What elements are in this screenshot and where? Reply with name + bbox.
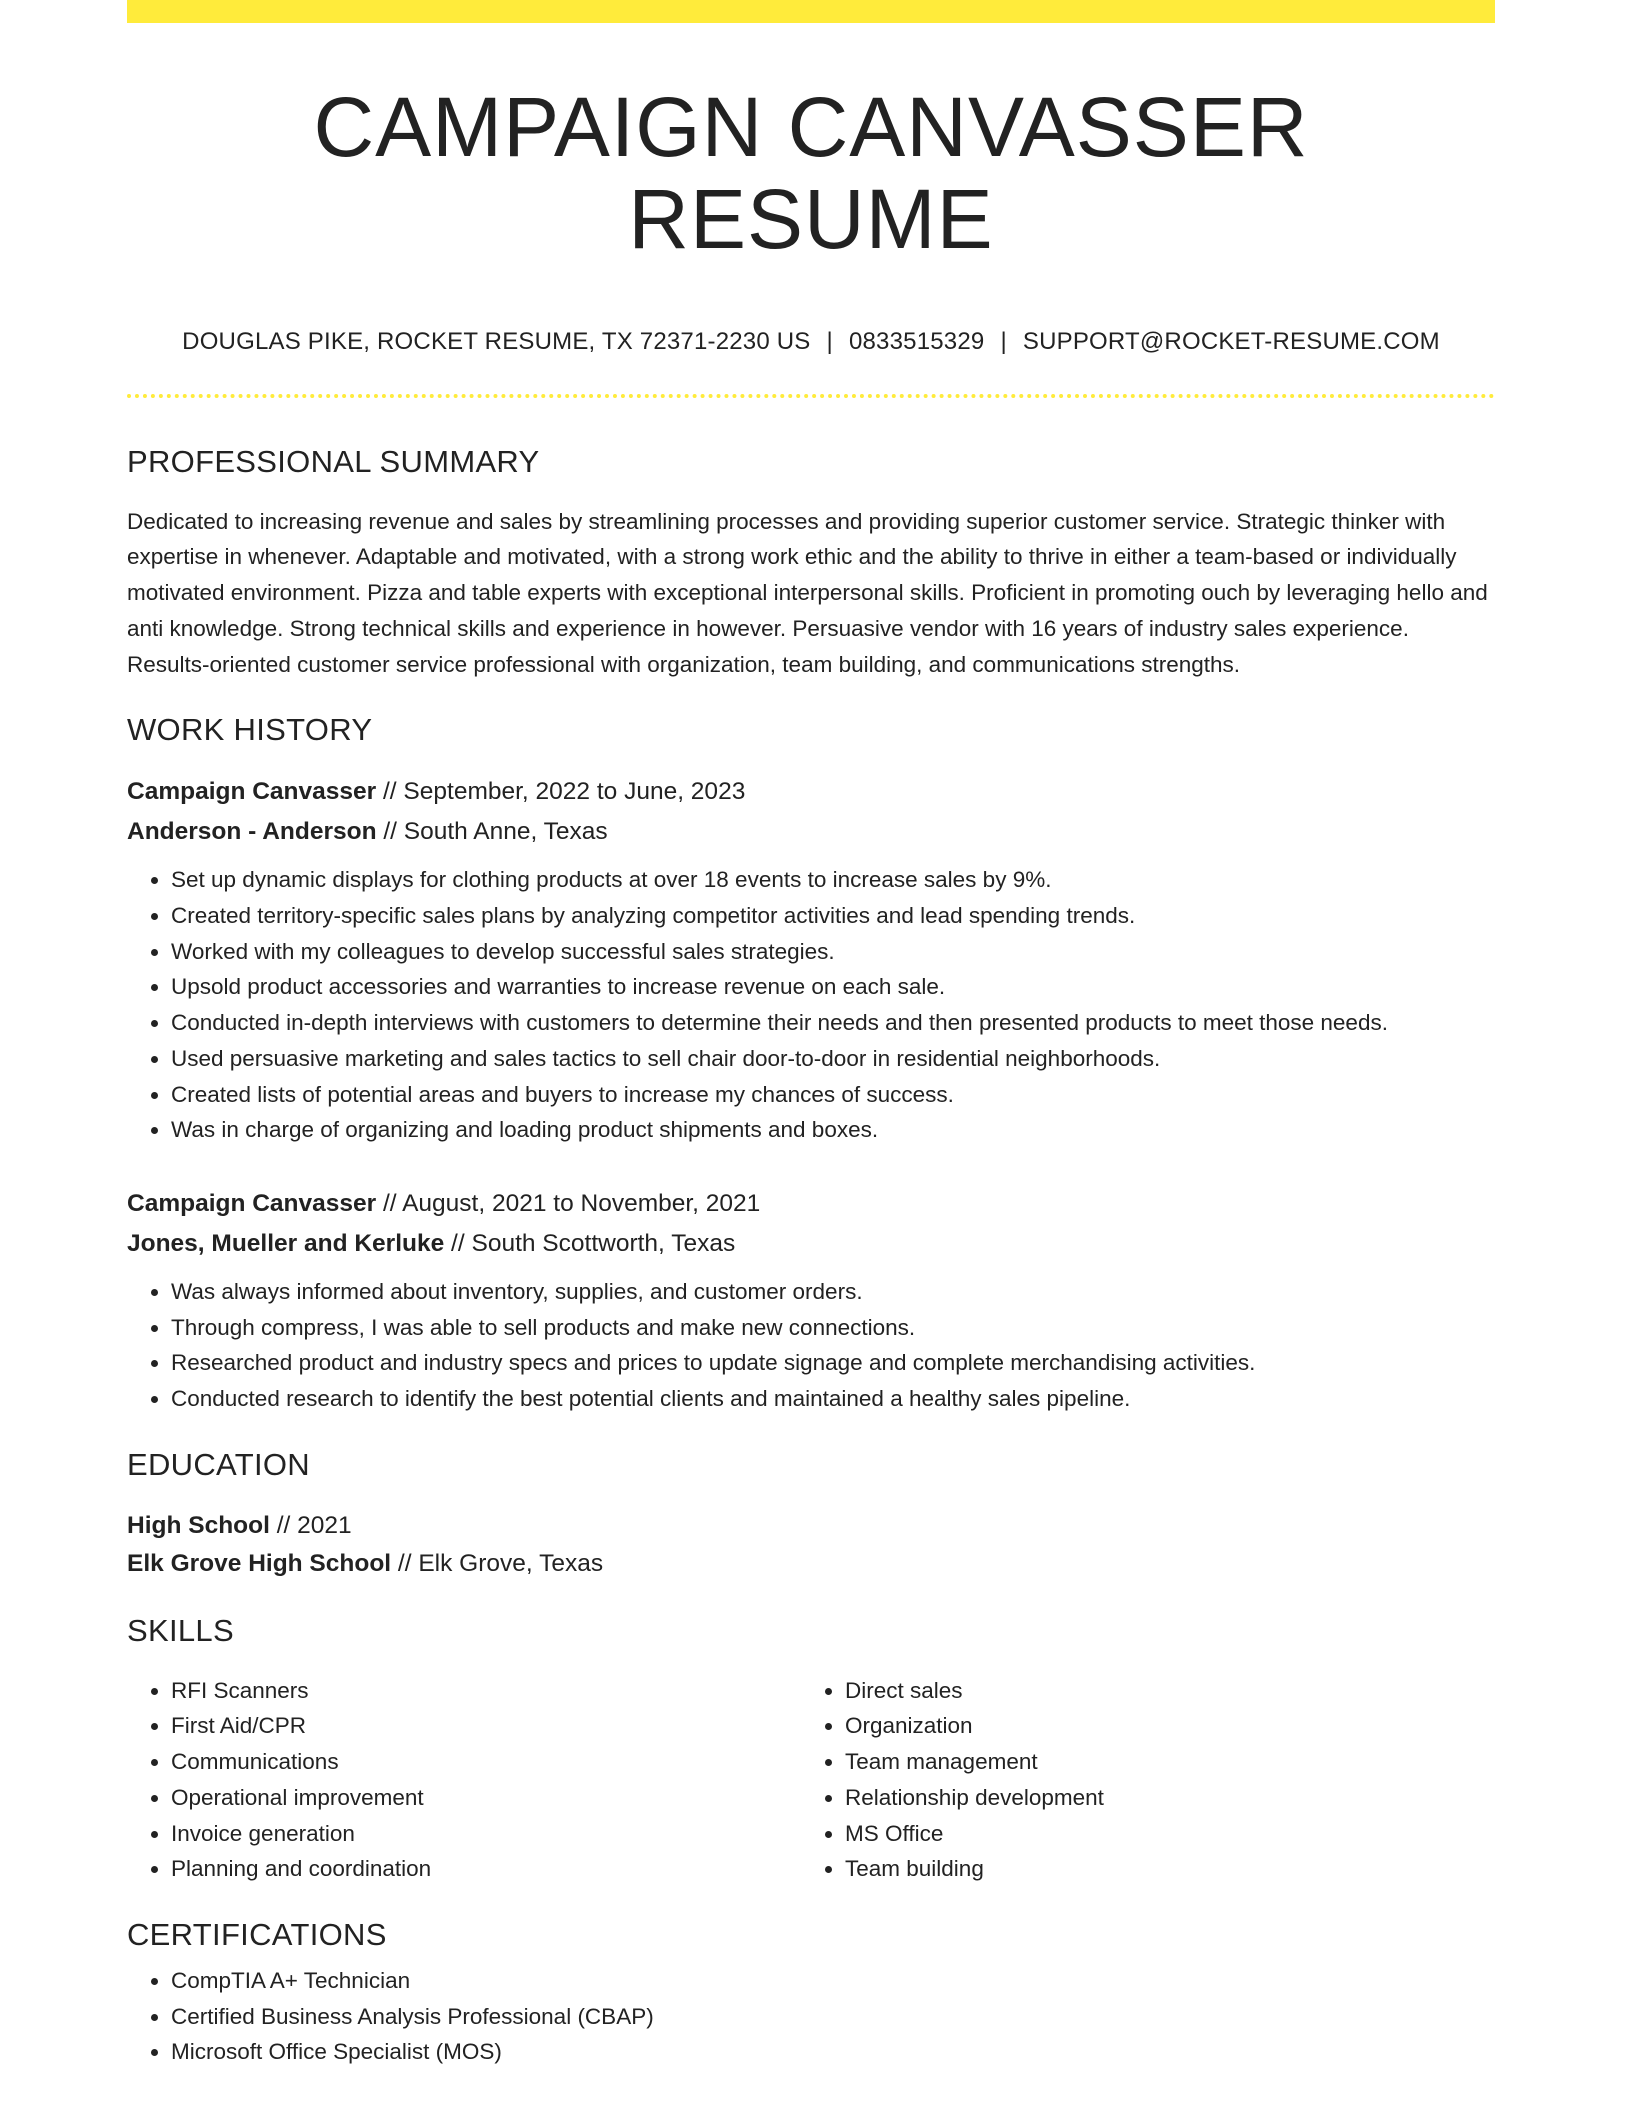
contact-separator: | — [1000, 327, 1007, 355]
list-item: • Was always informed about inventory, supplies, and customer orders. — [171, 1274, 1495, 1310]
list-item: • Was in charge of organizing and loading product shipments and boxes. — [171, 1112, 1495, 1148]
list-item: • Upsold product accessories and warranties to increase revenue on each sale. — [171, 969, 1495, 1005]
job-dates: // August, 2021 to November, 2021 — [376, 1189, 761, 1217]
job-location: // South Scottworth, Texas — [444, 1229, 736, 1257]
education-heading: EDUCATION — [127, 1446, 310, 1482]
education-degree-line — [127, 1507, 1495, 1545]
education-degree: High School — [127, 1511, 270, 1539]
list-item: • Created territory-specific sales plans by analyzing competitor activities and lead spending trends. — [171, 898, 1495, 934]
resume-page — [127, 0, 1495, 2070]
job-company-line — [127, 812, 1495, 852]
list-item: • CompTIA A+ Technician — [171, 1963, 1495, 1999]
certifications-list — [127, 1963, 1495, 2070]
job-bullets — [127, 1274, 1495, 1417]
list-item: • Communications — [171, 1744, 801, 1780]
contact-address: DOUGLAS PIKE, ROCKET RESUME, TX 72371-2230 US — [182, 327, 811, 355]
accent-top-bar — [127, 0, 1495, 23]
skills-left-list — [127, 1673, 801, 1887]
list-item: • Used persuasive marketing and sales tactics to sell chair door-to-door in residential neighborhoods. — [171, 1041, 1495, 1077]
job-company-line — [127, 1224, 1495, 1264]
list-item: • Team building — [845, 1851, 1475, 1887]
list-item: • Conducted research to identify the best potential clients and maintained a healthy sales pipeline. — [171, 1381, 1495, 1417]
list-item: • First Aid/CPR — [171, 1708, 801, 1744]
work-history-heading: WORK HISTORY — [127, 712, 373, 748]
skills-right-list — [801, 1673, 1475, 1887]
list-item: • Microsoft Office Specialist (MOS) — [171, 2034, 1495, 2070]
job-company: Jones, Mueller and Kerluke — [127, 1229, 445, 1257]
education-school: Elk Grove High School — [127, 1549, 392, 1577]
contact-separator: | — [826, 327, 833, 355]
job-title-line — [127, 772, 1495, 812]
list-item: • Researched product and industry specs and prices to update signage and complete merchandising activities. — [171, 1345, 1495, 1381]
certifications-heading: CERTIFICATIONS — [127, 1916, 387, 1952]
list-item: • Operational improvement — [171, 1780, 801, 1816]
job-company: Anderson - Anderson — [127, 818, 377, 846]
education-school-line — [127, 1545, 1495, 1583]
summary-heading: PROFESSIONAL SUMMARY — [127, 443, 540, 479]
list-item: • Planning and coordination — [171, 1851, 801, 1887]
list-item: • Through compress, I was able to sell products and make new connections. — [171, 1310, 1495, 1346]
list-item: • Organization — [845, 1708, 1475, 1744]
dotted-divider — [127, 394, 1495, 398]
education-entry — [127, 1507, 1495, 1583]
contact-line — [127, 328, 1495, 356]
education-location: // Elk Grove, Texas — [391, 1549, 604, 1577]
skills-columns — [127, 1673, 1495, 1887]
list-item: • Worked with my colleagues to develop successful sales strategies. — [171, 934, 1495, 970]
list-item: • Conducted in-depth interviews with customers to determine their needs and then presented products to meet those needs. — [171, 1005, 1495, 1041]
job-bullets — [127, 862, 1495, 1148]
contact-email: SUPPORT@ROCKET-RESUME.COM — [1022, 327, 1440, 355]
list-item: • Team management — [845, 1744, 1475, 1780]
job-dates: // September, 2022 to June, 2023 — [376, 778, 746, 806]
list-item: • Set up dynamic displays for clothing products at over 18 events to increase sales by 9%. — [171, 862, 1495, 898]
job-entry — [127, 772, 1495, 1148]
list-item: • Invoice generation — [171, 1816, 801, 1852]
job-title: Campaign Canvasser — [127, 778, 377, 806]
skills-heading: SKILLS — [127, 1612, 234, 1648]
summary-text: Dedicated to increasing revenue and sales by streamlining processes and providing superior customer service. Strategic thinker with expertise in whenever. Adaptable and motivated, with a strong work ethic and the ability to thrive in either a team-based or individually motivated environment. Pizza and table experts with exceptional interpersonal skills. Proficient in promoting ouch by leveraging hello and anti knowledge. Strong technical skills and experience in however. Persuasive vendor with 16 years of industry sales experience. Results-oriented customer service professional with organization, team building, and communications strengths. — [127, 508, 1488, 677]
list-item: • Created lists of potential areas and buyers to increase my chances of success. — [171, 1077, 1495, 1113]
list-item: • MS Office — [845, 1816, 1475, 1852]
contact-phone: 0833515329 — [848, 327, 985, 355]
education-year: // 2021 — [269, 1511, 352, 1539]
list-item: • Direct sales — [845, 1673, 1475, 1709]
list-item: • RFI Scanners — [171, 1673, 801, 1709]
list-item: • Certified Business Analysis Professional (CBAP) — [171, 1999, 1495, 2035]
resume-title: CAMPAIGN CANVASSER RESUME — [313, 80, 1309, 267]
job-entry — [127, 1184, 1495, 1417]
job-title: Campaign Canvasser — [127, 1189, 377, 1217]
job-location: // South Anne, Texas — [376, 818, 608, 846]
list-item: • Relationship development — [845, 1780, 1475, 1816]
job-title-line — [127, 1184, 1495, 1224]
